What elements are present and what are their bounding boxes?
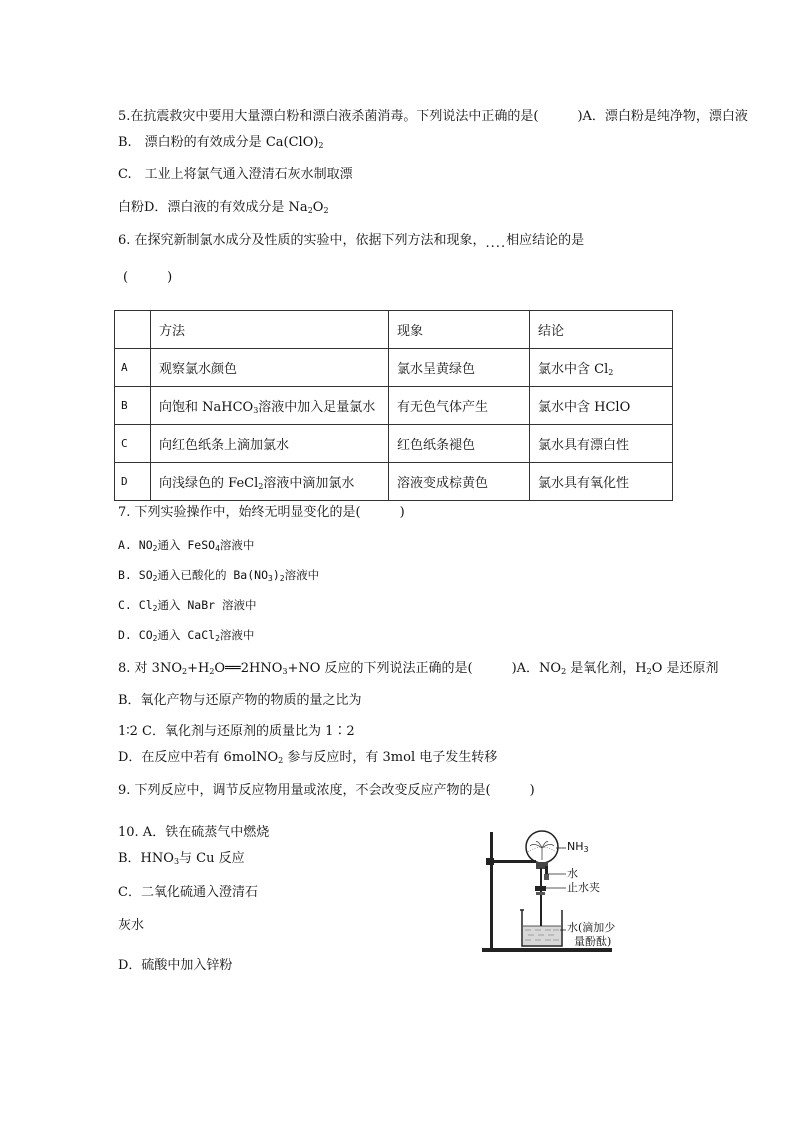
q5-stem: 5.在抗震救灾中要用大量漂白粉和漂白液杀菌消毒。下列说法中正确的是( )A．漂白粉是纯净物，漂白液 <box>118 109 748 124</box>
q7-option-b: B. $SO_2$通入已酸化的 $Ba(NO_3)_2$溶液中 <box>118 568 320 583</box>
table-row <box>115 425 673 463</box>
q8-option-c: 1∶2 C．氧化剂与还原剂的质量比为 1∶2 <box>118 724 355 739</box>
row-label: A <box>115 349 151 387</box>
q5-option-b: B. 漂白粉的有效成分是 $Ca(ClO)_2$ <box>118 135 324 150</box>
q5-option-c: C. 工业上将氯气通入澄清石灰水制取漂 <box>118 167 353 182</box>
q10-option-d: D．硫酸中加入锌粉 <box>118 958 233 973</box>
q6-table <box>114 310 673 501</box>
fountain-experiment-diagram <box>478 830 678 964</box>
q7-stem: 7. 下列实验操作中，始终无明显变化的是( ) <box>118 505 405 520</box>
row-phenomenon: 有无色气体产生 <box>389 387 530 425</box>
row-method: 向浅绿色的 FeCl$_2$溶液中滴加氯水 <box>151 463 389 501</box>
table-row <box>115 387 673 425</box>
q10-option-c-cont: 灰水 <box>118 918 145 933</box>
label-water: 水 <box>567 867 578 880</box>
q7-option-a: A. $NO_2$通入 FeSO$_4$溶液中 <box>118 538 255 553</box>
q8-option-d: D．在反应中若有 6molNO$_2$ 参与反应时，有 3mol 电子发生转移 <box>118 750 498 765</box>
row-method: 观察氯水颜色 <box>151 349 389 387</box>
table-header-cell <box>115 311 151 349</box>
q10-option-a: 10. A．铁在硫蒸气中燃烧 <box>118 825 270 840</box>
q6-answer-paren: ( ) <box>123 270 173 285</box>
row-label: C <box>115 425 151 463</box>
table-header-cell: 方法 <box>151 311 389 349</box>
row-phenomenon: 氯水呈黄绿色 <box>389 349 530 387</box>
row-phenomenon: 红色纸条褪色 <box>389 425 530 463</box>
q8-option-b: B．氧化产物与还原产物的物质的量之比为 <box>118 693 362 708</box>
row-conclusion: 氯水中含 HClO <box>530 387 673 425</box>
label-nh3: $NH_3$ <box>567 840 589 854</box>
table-row <box>115 463 673 501</box>
q7-option-c: C. $Cl_2$通入 NaBr 溶液中 <box>118 598 257 613</box>
table-row <box>115 349 673 387</box>
q10-option-c: C．二氧化硫通入澄清石 <box>118 885 258 900</box>
row-conclusion: 氯水具有漂白性 <box>530 425 673 463</box>
table-header-cell: 现象 <box>389 311 530 349</box>
row-phenomenon: 溶液变成棕黄色 <box>389 463 530 501</box>
label-water-clip: 止水夹 <box>567 881 600 894</box>
row-label: D <box>115 463 151 501</box>
label-beaker-water-1: 水(滴加少 <box>567 921 616 934</box>
row-conclusion: 氯水中含 $Cl_2$ <box>530 349 673 387</box>
row-conclusion: 氯水具有氧化性 <box>530 463 673 501</box>
table-header-row <box>115 311 673 349</box>
label-beaker-water-2: 量酚酞) <box>574 935 612 948</box>
row-method: 向红色纸条上滴加氯水 <box>151 425 389 463</box>
q7-option-d: D. $CO_2$通入 CaCl$_2$溶液中 <box>118 628 255 643</box>
row-method: 向饱和 NaHCO$_3$溶液中加入足量氯水 <box>151 387 389 425</box>
q10-option-b: B．$HNO_3$与 Cu 反应 <box>118 851 245 866</box>
q8-stem: 8. 对 $3NO_2+H_2O══2HNO_3+NO$ 反应的下列说法正确的是( )A．$NO_2$ 是氧化剂，$H_2O$ 是还原剂 <box>118 661 719 676</box>
q9-stem: 9. 下列反应中，调节反应物用量或浓度，不会改变反应产物的是( ) <box>118 783 535 798</box>
q6-stem: 6. 在探究新制氯水成分及性质的实验中，依据下列方法和现象，....相应结论的是 <box>118 233 585 251</box>
q5-option-d: 白粉D．漂白液的有效成分是 $Na_2O_2$ <box>118 200 329 215</box>
row-label: B <box>115 387 151 425</box>
table-header-cell: 结论 <box>530 311 673 349</box>
